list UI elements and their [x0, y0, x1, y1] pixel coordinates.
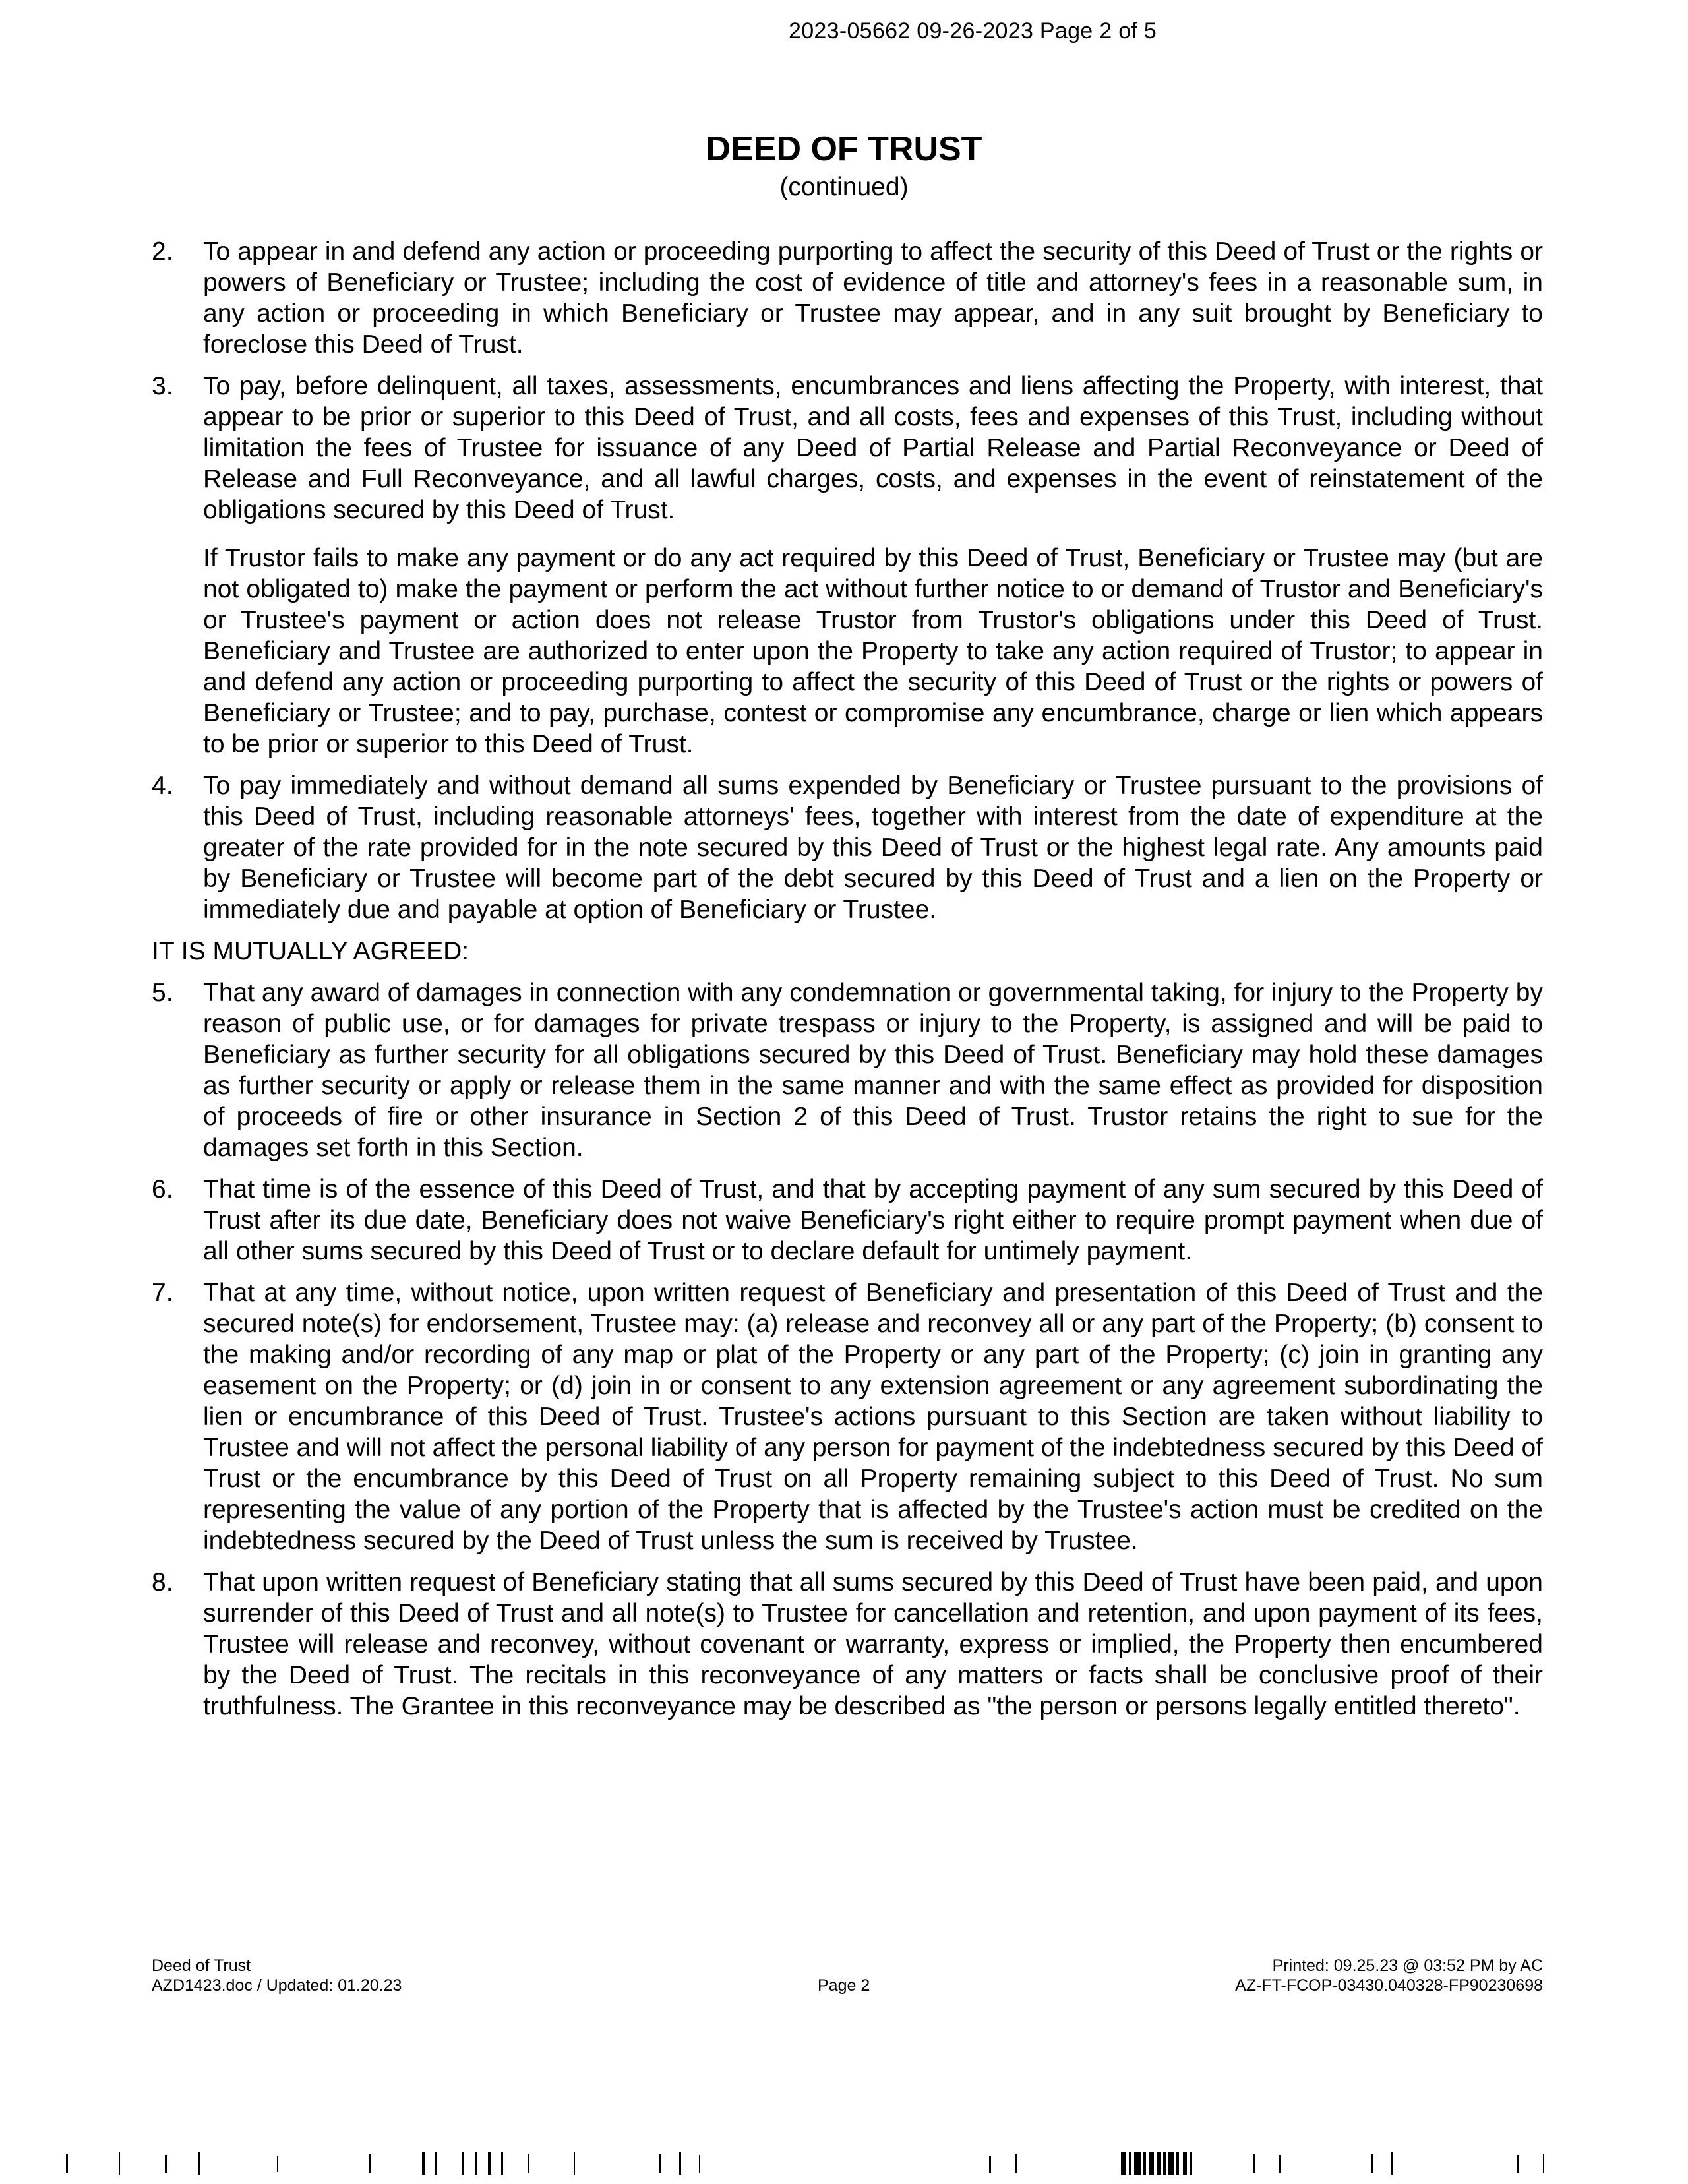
- item-paragraph: That time is of the essence of this Deed of Trust, and that by accepting payment of any sum secured by this Deed of Trust after its due date, Beneficiary does not waive Beneficiary's right either to require prompt payment when due of all other sums secured by this Deed of Trust or to declare default for untimely payment.: [203, 1175, 1543, 1265]
- footer-page-number: Page 2: [818, 1976, 870, 1995]
- item-paragraph: If Trustor fails to make any payment or do any act required by this Deed of Trust, Beneficiary or Trustee may (but are not obligated to) make the payment or perform the act without further notice to or demand of Trustor and Beneficiary's or Trustee's payment or action does not release Trustor from Trustor's obligations under this Deed of Trust. Beneficiary and Trustee are authorized to enter upon the Property to take any action required of Trustor; to appear in and defend any action or proceeding purporting to affect the security of this Deed of Trust or the rights or powers of Beneficiary or Trustee; and to pay, purchase, contest or compromise any encumbrance, charge or lien which appears to be prior or superior to this Deed of Trust.: [203, 544, 1543, 758]
- footer-printed: Printed: 09.25.23 @ 03:52 PM by AC: [1272, 1957, 1543, 1975]
- numbered-item: [152, 1277, 1543, 1556]
- footer-left: [152, 1956, 402, 1995]
- item-number: 6.: [152, 1175, 173, 1203]
- mutually-agreed-heading: IT IS MUTUALLY AGREED:: [152, 937, 469, 965]
- agreements-list: [152, 977, 1543, 1722]
- item-paragraph: To pay, before delinquent, all taxes, assessments, encumbrances and liens affecting the Property, with interest, that appear to be prior or superior to this Deed of Trust, and all costs, fees and expenses of this Trust, including without limitation the fees of Trustee for issuance of any Deed of Partial Release and Partial Reconveyance or Deed of Release and Full Reconveyance, and all lawful charges, costs, and expenses in the event of reinstatement of the obligations secured by this Deed of Trust.: [203, 372, 1543, 524]
- numbered-item: [152, 770, 1543, 925]
- item-paragraph: To pay immediately and without demand all sums expended by Beneficiary or Trustee pursuant to the provisions of this Deed of Trust, including reasonable attorneys' fees, together with interest from the date of expenditure at the greater of the rate provided for in the note secured by this Deed of Trust or the highest legal rate. Any amounts paid by Beneficiary or Trustee will become part of the debt secured by this Deed of Trust and a lien on the Property or immediately due and payable at option of Beneficiary or Trustee.: [203, 772, 1543, 924]
- item-number: 8.: [152, 1568, 173, 1596]
- item-paragraph: That upon written request of Beneficiary stating that all sums secured by this Deed of Trust have been paid, and upon surrender of this Deed of Trust and all note(s) to Trustee for cancellation and retention, and upon payment of its fees, Trustee will release and reconvey, without covenant or warranty, express or implied, the Property then encumbered by the Deed of Trust. The recitals in this reconveyance of any matters or facts shall be conclusive proof of their truthfulness. The Grantee in this reconveyance may be described as "the person or persons legally entitled thereto".: [203, 1568, 1543, 1720]
- numbered-item: [152, 1567, 1543, 1722]
- numbered-item: [152, 977, 1543, 1163]
- item-number: 5.: [152, 979, 173, 1007]
- numbered-item: [152, 236, 1543, 360]
- footer-doc-file: AZD1423.doc / Updated: 01.20.23: [152, 1976, 402, 1995]
- footer-doc-name: Deed of Trust: [152, 1957, 251, 1975]
- covenants-list: [152, 236, 1543, 925]
- item-number: 4.: [152, 772, 173, 800]
- document-body: [152, 236, 1543, 1732]
- item-number: 2.: [152, 237, 173, 266]
- item-paragraph: To appear in and defend any action or proceeding purporting to affect the security of this Deed of Trust or the rights or powers of Beneficiary or Trustee; including the cost of evidence of title and attorney's fees in a reasonable sum, in any action or proceeding in which Beneficiary or Trustee may appear, and in any suit brought by Beneficiary to foreclose this Deed of Trust.: [203, 237, 1543, 359]
- item-paragraph: That at any time, without notice, upon written request of Beneficiary and presentation of this Deed of Trust and the secured note(s) for endorsement, Trustee may: (a) release and reconvey all or any part of the Property; (b) consent to the making and/or recording of any map or plat of the Property or any part of the Property; (c) join in granting any easement on the Property; or (d) join in or consent to any extension agreement or any agreement subordinating the lien or encumbrance of this Deed of Trust. Trustee's actions pursuant to this Section are taken without liability to Trustee and will not affect the personal liability of any person for payment of the indebtedness secured by this Deed of Trust or the encumbrance by this Deed of Trust on all Property remaining subject to this Deed of Trust. No sum representing the value of any portion of the Property that is affected by the Trustee's action must be credited on the indebtedness secured by the Deed of Trust unless the sum is received by Trustee.: [203, 1279, 1543, 1555]
- item-number: 7.: [152, 1279, 173, 1307]
- footer-file-code: AZ-FT-FCOP-03430.040328-FP90230698: [1235, 1976, 1543, 1995]
- page-subtitle: (continued): [779, 173, 909, 201]
- numbered-item: [152, 371, 1543, 760]
- scan-barcode-strip: [0, 2151, 1688, 2177]
- item-number: 3.: [152, 372, 173, 400]
- recording-reference: 2023-05662 09-26-2023 Page 2 of 5: [789, 18, 1157, 44]
- page-title: DEED OF TRUST: [706, 130, 982, 168]
- item-paragraph: That any award of damages in connection with any condemnation or governmental taking, for injury to the Property by reason of public use, or for damages for private trespass or injury to the Property, is assigned and will be paid to Beneficiary as further security for all obligations secured by this Deed of Trust. Beneficiary may hold these damages as further security or apply or release them in the same manner and with the same effect as provided for disposition of proceeds of fire or other insurance in Section 2 of this Deed of Trust. Trustor retains the right to sue for the damages set forth in this Section.: [203, 979, 1543, 1162]
- numbered-item: [152, 1174, 1543, 1267]
- footer-right: [1235, 1956, 1543, 1995]
